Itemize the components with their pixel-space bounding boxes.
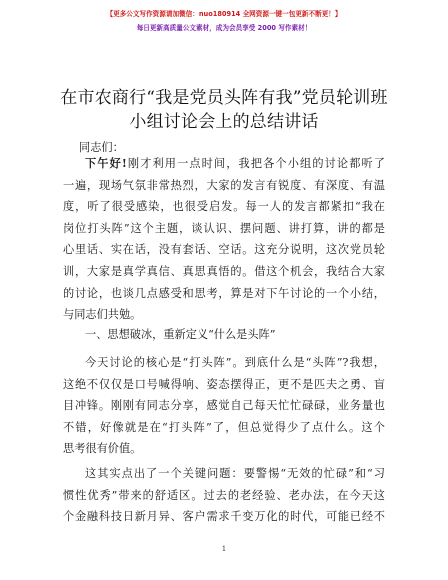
- paragraph-1-line: [63, 153, 385, 175]
- paragraph-2-line: 目冲锋。刚刚有同志分享，感觉自己每天忙忙碌碌，业务量也: [63, 399, 385, 413]
- paragraph-3-line: 惯性优秀”带来的舒适区。过去的老经验、老办法，在今天这: [63, 488, 385, 502]
- paragraph-3-line: 这其实点出了一个关键问题：要警惕“无效的忙碌”和“习: [85, 467, 385, 480]
- page-number: 1: [221, 545, 227, 553]
- header-banner-line-1: 【更多公文写作资源请加微信：nuo180914 全网资源一键一包更新不断更！】: [106, 10, 342, 18]
- paragraph-2-line: 不错，好像就是在“打头阵”了，但总觉得少了点什么。这个: [63, 420, 385, 434]
- paragraph-2-line: 今天讨论的核心是“打头阵”。到底什么是“头阵”?我想，: [85, 356, 385, 369]
- paragraph-2-line: 思考很有价值。: [63, 442, 142, 456]
- paragraph-1-line: 的讨论，也谈几点感受和思考，算是对下午讨论的一个小结，: [63, 286, 385, 300]
- header-banner-line-2: 每日更新高质量公文素材，成为会员享受 2000 写作素材！: [136, 24, 312, 32]
- paragraph-1-line-text: 刚才利用一点时间，我把各个小组的讨论都听了: [126, 157, 385, 170]
- paragraph-1: [63, 153, 385, 326]
- section-heading-1-text: 一、思想破冰，重新定义“什么是头阵”: [85, 328, 276, 341]
- paragraph-3-line: 个金融科技日新月异、客户需求千变万化的时代，可能已经不: [63, 510, 385, 524]
- paragraph-1-line: 训，大家是真学真信、真思真悟的。借这个机会，我结合大家: [63, 264, 385, 278]
- paragraph-1-line: 心里话、实在话，没有套话、空话。这充分说明，这次党员轮: [63, 243, 385, 257]
- paragraph-1-line: 一遍，现场气氛非常热烈，大家的发言有锐度、有深度、有温: [63, 178, 385, 192]
- paragraph-1-greeting-bold: 下午好!: [85, 156, 127, 170]
- paragraph-2: [63, 352, 385, 460]
- paragraph-3: [63, 463, 385, 528]
- paragraph-1-line: 岗位打头阵”这个主题，谈认识、摆问题、讲打算，讲的都是: [63, 221, 385, 235]
- document-title-line-2: 小组讨论会上的总结讲话: [129, 112, 319, 132]
- section-heading-1: [63, 324, 385, 346]
- paragraph-1-line: 度，听了很受感染，也很受启发。每一人的发言都紧扣“我在: [63, 200, 385, 214]
- greeting: 同志们：: [79, 141, 124, 154]
- paragraph-1-line: 与同志们共勉。: [63, 308, 142, 322]
- paragraph-2-line: 这绝不仅仅是口号喊得响、姿态摆得正，更不是匹夫之勇、盲: [63, 377, 385, 391]
- document-title-line-1: 在市农商行“我是党员头阵有我”党员轮训班: [60, 88, 388, 108]
